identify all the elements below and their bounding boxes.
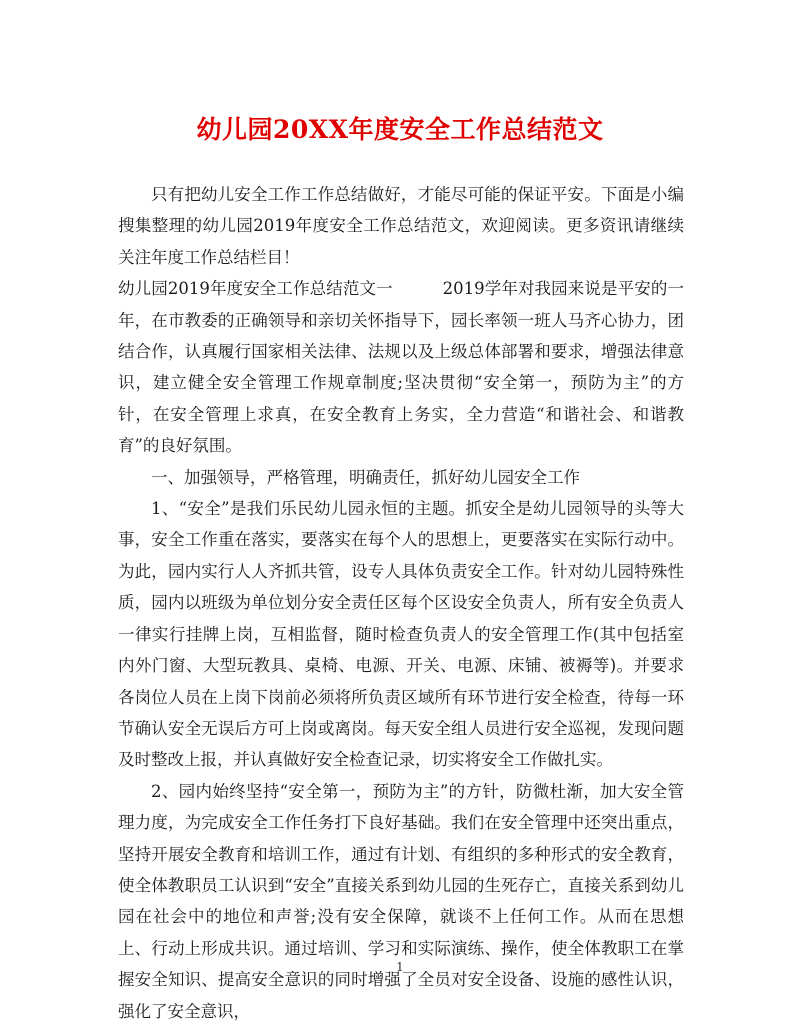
section-heading: 一、加强领导，严格管理，明确责任，抓好幼儿园安全工作 [151, 467, 580, 487]
page-number: 1 [396, 960, 404, 974]
summary-paragraph: 幼儿园2019年度安全工作总结范文一 2019学年对我园来说是平安的一年，在市教委的正确领导和亲切关怀指导下，园长率领一班人马齐心协力，团结合作，认真履行国家相关法律、法规以及上级总体部署和要求，增强法律意识，建立健全安全管理工作规章制度;坚决贯彻“安全第一，预防为主”的方针，在安全管理上求真，在安全教育上务实，全力营造“和谐社会、和谐教育”的良好氛围。 [118, 279, 684, 456]
point-two-paragraph: 2、园内始终坚持“安全第一，预防为主”的方针，防微杜渐，加大安全管理力度，为完成安全工作任务打下良好基础。我们在安全管理中还突出重点，坚持开展安全教育和培训工作，通过有计划、有组织的多种形式的安全教育，使全体教职员工认识到“安全”直接关系到幼儿园的生死存亡，直接关系到幼儿园在社会中的地位和声誉;没有安全保障，就谈不上任何工作。从而在思想上、行动上形成共识。通过培训、学习和实际演练、操作，使全体教职工在掌握安全知识、提高安全意识的同时增强了全员对安全设备、设施的感性认识，强化了安全意识， [118, 781, 684, 1021]
intro-paragraph: 只有把幼儿安全工作工作总结做好，才能尽可能的保证平安。下面是小编搜集整理的幼儿园2019年度安全工作总结范文，欢迎阅读。更多资讯请继续关注年度工作总结栏目！ [118, 185, 684, 267]
document-title: 幼儿园20XX年度安全工作总结范文 [196, 115, 604, 144]
point-one-paragraph: 1、“安全”是我们乐民幼儿园永恒的主题。抓安全是幼儿园领导的头等大事，安全工作重在落实，要落实在每个人的思想上，更要落实在实际行动中。为此，园内实行人人齐抓共管，设专人具体负责安全工作。针对幼儿园特殊性质，园内以班级为单位划分安全责任区每个区设安全负责人，所有安全负责人一律实行挂牌上岗，互相监督，随时检查负责人的安全管理工作(其中包括室内外门窗、大型玩教具、桌椅、电源、开关、电源、床铺、被褥等)。并要求各岗位人员在上岗下岗前必须将所负责区域所有环节进行安全检查，待每一环节确认安全无误后方可上岗或离岗。每天安全组人员进行安全巡视，发现问题及时整改上报，并认真做好安全检查记录，切实将安全工作做扎实。 [118, 499, 684, 770]
document-body [118, 179, 684, 1027]
